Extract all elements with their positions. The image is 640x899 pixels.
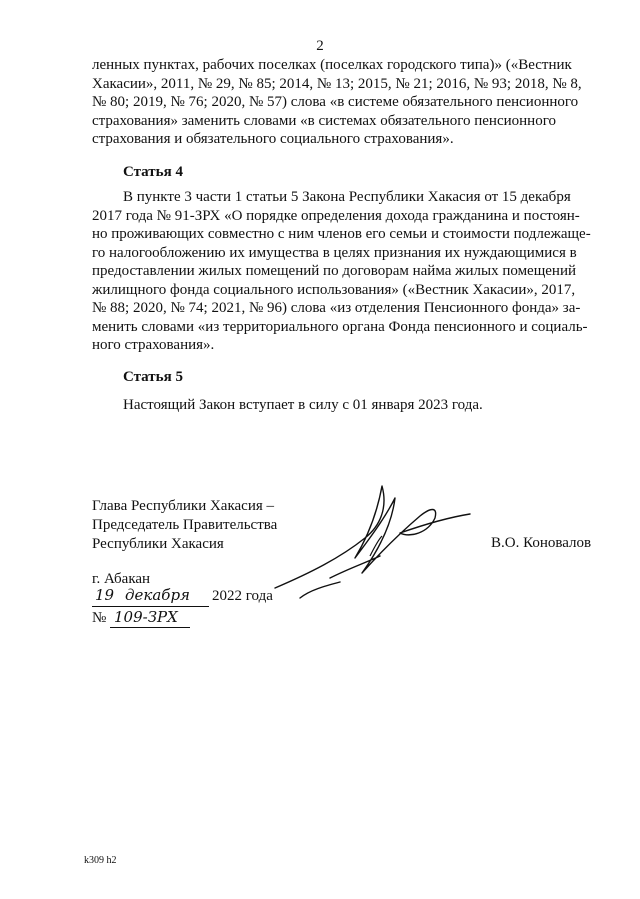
text-line: предоставлении жилых помещений по договорам найма жилых помещений bbox=[92, 263, 577, 279]
signatory-title-line: Глава Республики Хакасия – bbox=[92, 498, 275, 514]
signatory-title bbox=[92, 497, 277, 554]
signatory-name: В.О. Коновалов bbox=[491, 535, 592, 551]
text-line: страхования» заменить словами «в системах обязательного пенсионного bbox=[92, 112, 556, 129]
number-value: 109-ЗРХ bbox=[114, 608, 178, 626]
text-line: менить словами «из территориального органа Фонда пенсионного и социаль- bbox=[92, 318, 588, 335]
city: г. Абакан bbox=[92, 571, 151, 587]
article-4-heading: Статья 4 bbox=[123, 164, 183, 180]
signatory-title-line: Республики Хакасия bbox=[92, 536, 224, 552]
continuation-paragraph bbox=[92, 56, 592, 149]
number-prefix: № bbox=[92, 610, 107, 626]
text-line: го налогообложению их имущества в целях признания их нуждающимися в bbox=[92, 244, 577, 261]
date-underline bbox=[92, 606, 209, 607]
text-line: ного страхования». bbox=[92, 337, 215, 353]
article-5-heading: Статья 5 bbox=[123, 369, 183, 385]
article-5-paragraph bbox=[92, 396, 592, 415]
text-line: № 80; 2019, № 76; 2020, № 57) слова «в системе обязательного пенсионного bbox=[92, 94, 579, 110]
footer-code: k309 h2 bbox=[84, 855, 117, 866]
text-line: но проживающих совместно с ним членов его семьи и стоимости подлежаще- bbox=[92, 226, 591, 242]
date-year: 2022 года bbox=[212, 588, 273, 604]
law-number bbox=[92, 610, 212, 632]
text-line: Хакасии», 2011, № 29, № 85; 2014, № 13; 2015, № 21; 2016, № 93; 2018, № 8, bbox=[92, 75, 582, 92]
number-underline bbox=[110, 627, 190, 628]
text-line: Настоящий Закон вступает в силу с 01 января 2023 года. bbox=[123, 397, 483, 413]
date-day: 19 bbox=[95, 586, 115, 604]
date-month: декабря bbox=[125, 586, 190, 604]
text-line: ленных пунктах, рабочих поселках (поселках городского типа)» («Вестник bbox=[92, 57, 572, 73]
text-line: 2017 года № 91-ЗРХ «О порядке определения дохода гражданина и постоян- bbox=[92, 207, 580, 224]
text-line: № 88; 2020, № 74; 2021, № 96) слова «из отделения Пенсионного фонда» за- bbox=[92, 300, 581, 316]
signatory-title-line: Председатель Правительства bbox=[92, 517, 278, 533]
text-line: страхования и обязательного социального страхования». bbox=[92, 131, 454, 147]
text-line: жилищного фонда социального использования» («Вестник Хакасии», 2017, bbox=[92, 281, 576, 298]
text-line: В пункте 3 части 1 статьи 5 Закона Республики Хакасия от 15 декабря bbox=[123, 189, 571, 205]
page-number: 2 bbox=[316, 38, 324, 54]
signing-date bbox=[92, 588, 312, 610]
article-4-paragraph bbox=[92, 188, 592, 355]
